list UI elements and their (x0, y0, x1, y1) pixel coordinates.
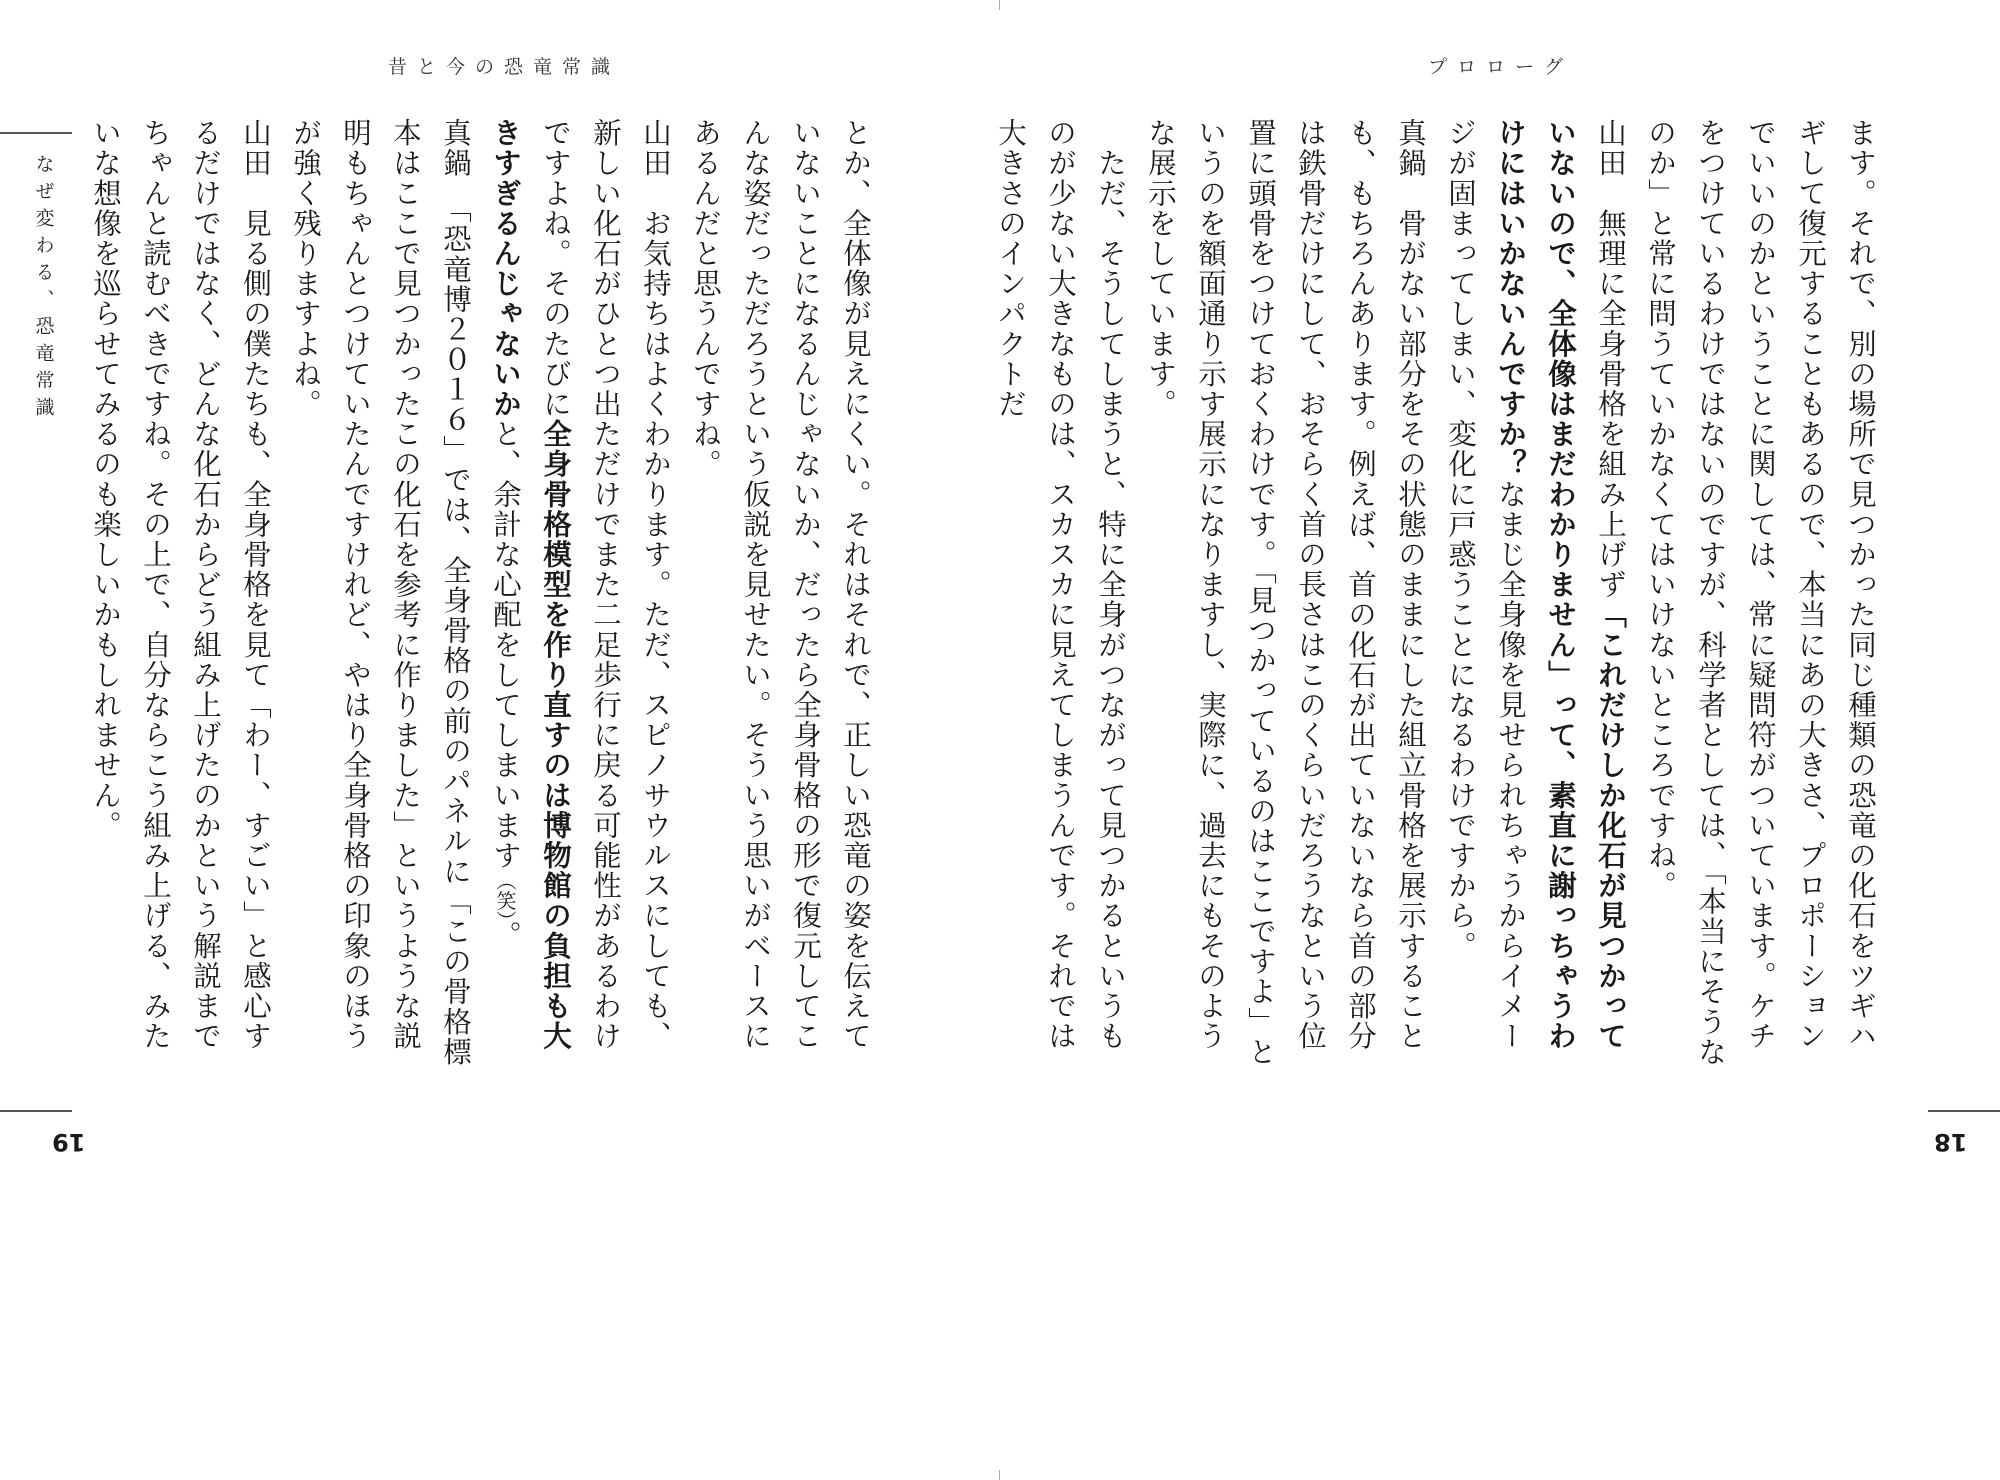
paragraph (680, 118, 880, 1070)
folio-rule (1928, 1110, 2000, 1112)
page-number: 18 (1934, 1128, 1968, 1156)
paragraph-text: 骨がない部分をその状態のままにした組立骨格を展示することも、もちろんあります。例えば、首の化石が出ていないなら首の部分は鉄骨だけにして、おそらく首の長さはこのくらいだろうなという位置に頭骨をつけておくわけです。「見つかっているのはここですよ」というのを額面通り示す展示になりますし、実際に、過去にもそのような展示をしています。 (1144, 118, 1427, 1067)
paragraph (1135, 118, 1435, 1070)
chapter-title: なぜ変わる、恐竜常識 (32, 154, 55, 424)
speaker-label: 山田 (239, 118, 272, 209)
paragraph-text: ただ、そうしてしまうと、特に全身がつながって見つかるというものが少ない大きなものは、スカスカに見えてしまうんです。それでは大きさのインパクトだ (994, 118, 1127, 1052)
paragraph-text: なまじ全身像を見せられちゃうからイメージが固まってしまい、変化に戸惑うことになるわけですから。 (1444, 118, 1527, 1052)
body-text (994, 118, 1885, 1070)
paragraph-text: 「恐竜博２０１６」では、全身骨格の前のパネルに「この骨格標本はここで見つかったこの化石を参考に作りました」というような説明もちゃんとつけていたんですけれど、やはり全身骨格の印象のほうが強く残りますよね。 (289, 118, 472, 1067)
paragraph-text: お気持ちはよくわかります。ただ、スピノサウルスにしても、新しい化石がひとつ出ただけでまた二足歩行に戻る可能性があるわけですよね。そのたびに (539, 118, 672, 1052)
chapter-tab-rule (0, 132, 72, 134)
emphasis-text: 全身骨格模型を作り直すのは博物館の負担も大きすぎるんじゃないか (489, 118, 572, 1052)
folio-rule (0, 1110, 72, 1112)
paragraph-text: ます。それで、別の場所で見つかった同じ種類の恐竜の化石をツギハギして復元することもあるので、本当にあの大きさ、プロポーションでいいのかということに関しては、常に疑問符がついています。ケチをつけているわけではないのですが、科学者としては、「本当にそうなのか」と常に問うていかなくてはいけないところですね。 (1644, 118, 1877, 1067)
paragraph (480, 118, 680, 1070)
speaker-label: 山田 (1594, 118, 1627, 209)
paragraph (985, 118, 1135, 1070)
running-head: 昔と今の恐竜常識 (388, 56, 621, 78)
chapter-tab (0, 132, 72, 1112)
indent (1094, 118, 1127, 148)
paragraph-text: 無理に全身骨格を組み上げず (1594, 208, 1627, 600)
paragraph-text: 見る側の僕たちも、全身骨格を見て「わー、すごい」と感心するだけではなく、どんな化石からどう組み上げたのかという解説までちゃんと読むべきですね。その上で、自分ならこう組み上げる、みたいな想像を巡らせてみるのも楽しいかもしれません。 (89, 118, 272, 1052)
paragraph-text: 。 (489, 920, 522, 951)
aside-text: （笑） (493, 870, 517, 921)
speaker-label: 真鍋 (1394, 118, 1427, 209)
paragraph-text: とか、全体像が見えにくい。それはそれで、正しい恐竜の姿を伝えていないことになるんじゃないか、だったら全身骨格の形で復元してこんな姿だっただろうという仮説を見せたい。そういう思いがベースにあるんだと思うんですね。 (689, 118, 872, 1052)
paragraph-text: と、余計な心配をしてしまいます (489, 419, 522, 871)
speaker-label: 山田 (639, 118, 672, 209)
paragraph (1435, 118, 1635, 1070)
paragraph (280, 118, 480, 1070)
page-number: 19 (52, 1128, 86, 1156)
paragraph (1635, 118, 1885, 1070)
paragraph (80, 118, 280, 1070)
speaker-label: 真鍋 (439, 118, 472, 209)
emphasis-text: 「これだけしか化石が見つかっていないので、全体像はまだわかりません」って、素直に謝っちゃうわけにはいかないんですか？ (1494, 118, 1627, 1052)
right-page (994, 0, 2000, 1480)
crop-mark (999, 1470, 1000, 1480)
running-head: プロローグ (1428, 56, 1574, 78)
crop-mark (999, 0, 1000, 10)
body-text (89, 118, 880, 1070)
